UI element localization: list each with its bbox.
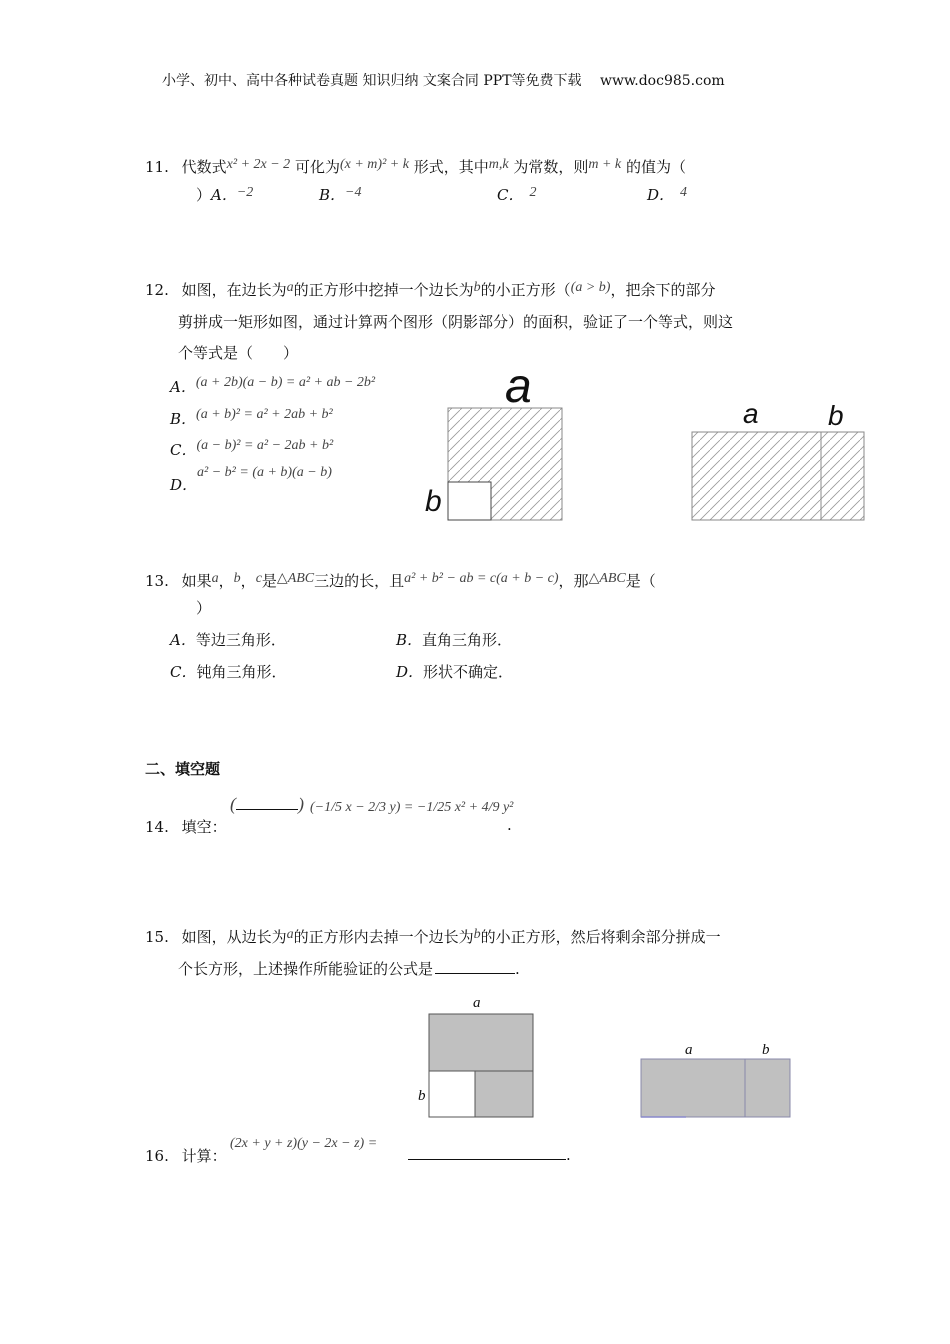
option-label: A． [170, 378, 196, 396]
math-var: a [211, 571, 219, 586]
q16-expression: (2x + y + z)(y − 2x − z) = [230, 1136, 378, 1151]
rectangle [692, 432, 864, 520]
math-expr: x² + 2x − 2 [226, 157, 291, 172]
q16-answer [408, 1145, 571, 1164]
q-text: ，那 [558, 572, 589, 590]
option-value: −2 [236, 185, 254, 200]
option-value: 等边三角形． [195, 631, 286, 649]
q-text: 的小正方形（ [480, 281, 571, 299]
option-value: 钝角三角形． [196, 663, 287, 681]
question-number: 15. [145, 928, 169, 946]
question-16 [145, 1145, 227, 1166]
option-label: C． [170, 663, 197, 681]
q13-option-b [396, 629, 512, 650]
option-label: B． [319, 186, 346, 204]
question-number: 16. [145, 1147, 169, 1165]
answer-blank[interactable] [435, 959, 515, 974]
q-text: 为常数，则 [513, 158, 589, 176]
page-header [162, 70, 725, 90]
option-label: C． [170, 441, 197, 459]
q-text: 的值为（ [625, 158, 686, 176]
q-text: 是（ [625, 572, 656, 590]
q-text: 可化为 [294, 158, 340, 176]
q12-option-d [170, 462, 332, 495]
option-label: D． [647, 186, 675, 204]
question-15-line2 [178, 958, 520, 979]
question-15-line1 [145, 926, 721, 947]
q-text: 代数式 [181, 158, 227, 176]
q-text: 三边的长，且 [314, 572, 405, 590]
question-number: 14. [145, 818, 169, 836]
option-label: A． [211, 186, 237, 204]
q-text: ，把余下的部分 [610, 281, 716, 299]
math-expr: (a > b) [570, 280, 611, 295]
option-value: 4 [680, 185, 688, 200]
q12-figure-square [420, 370, 580, 530]
q-text: 的正方形内去掉一个边长为 [293, 928, 474, 946]
q-text: 形式，其中 [413, 158, 489, 176]
fig3-label-a: a [473, 995, 481, 1011]
question-11-line1 [145, 156, 686, 177]
q-text: 的正方形中挖掉一个边长为 [293, 281, 474, 299]
fig4-label-a: a [685, 1042, 693, 1058]
q14-end: . [507, 816, 512, 834]
math-expr: △ABC [276, 571, 315, 586]
question-number: 11. [145, 158, 169, 176]
q-text: 个长方形，上述操作所能验证的公式是 [178, 960, 434, 978]
fig3-label-b: b [418, 1088, 426, 1104]
q-text: 填空： [181, 818, 227, 836]
section-title: 二、填空题 [145, 760, 221, 778]
q12-option-a [170, 372, 375, 397]
option-value: 2 [529, 185, 537, 200]
answer-blank[interactable] [236, 795, 298, 810]
math-var: a [286, 280, 294, 295]
fig1-label-a: a [505, 360, 532, 413]
q-text: 如果 [181, 572, 212, 590]
q14-blank-box[interactable]: ( ) [230, 794, 304, 814]
question-14 [145, 816, 227, 837]
q-text: 如图，从边长为 [181, 928, 287, 946]
q11-option-a [211, 184, 253, 205]
math-var: c [255, 571, 262, 586]
math-var: b [473, 280, 481, 295]
question-12-line2: 剪拼成一矩形如图，通过计算两个图形（阴影部分）的面积，验证了一个等式，则这 [178, 313, 734, 331]
option-value: (a + b)² = a² + 2ab + b² [196, 407, 333, 422]
q-text: ， [240, 572, 256, 590]
q-text: ， [218, 572, 234, 590]
q15-figure-rectangle [640, 1058, 794, 1120]
option-value: (a − b)² = a² − 2ab + b² [196, 438, 334, 453]
q12-option-b [170, 404, 333, 429]
q11-option-d [647, 184, 687, 205]
rectangle [641, 1059, 790, 1117]
option-label: C． [497, 186, 524, 204]
math-expr: m,k [488, 157, 509, 172]
fig4-label-b: b [762, 1042, 770, 1058]
q-text: . [515, 960, 520, 978]
option-value: (a + 2b)(a − b) = a² + ab − 2b² [195, 375, 376, 390]
q-text: 计算： [181, 1147, 227, 1165]
option-label: D． [396, 663, 424, 681]
small-square [429, 1071, 475, 1117]
q12-figure-rectangle [690, 430, 868, 524]
math-expr: a² + b² − ab = c(a + b − c) [404, 571, 559, 586]
math-var: b [233, 571, 241, 586]
q-text: 是 [261, 572, 277, 590]
q14-expression: (−1/5 x − 2/3 y) = −1/25 x² + 4/9 y² [310, 800, 514, 815]
option-label: A． [170, 631, 196, 649]
q-text: 的小正方形，然后将剩余部分拼成一 [480, 928, 721, 946]
fig2-label-b: b [828, 400, 844, 431]
question-13-close: ） [196, 599, 212, 617]
math-expr: △ABC [588, 571, 626, 586]
q-text: 如图，在边长为 [181, 281, 287, 299]
q15-figure-square [428, 1013, 536, 1119]
q13-option-c [170, 661, 287, 682]
math-var: b [473, 927, 481, 942]
q12-option-c [170, 435, 333, 460]
option-value: 形状不确定． [423, 663, 514, 681]
q13-option-a [170, 629, 286, 650]
fig2-label-a: a [743, 398, 759, 429]
small-square [448, 482, 491, 520]
q13-option-d [396, 661, 513, 682]
fig1-label-b: b [425, 485, 442, 518]
question-number: 13. [145, 572, 169, 590]
q11-option-b [319, 184, 361, 205]
question-number: 12. [145, 281, 169, 299]
q-text: . [566, 1146, 571, 1164]
option-value: a² − b² = (a + b)(a − b) [197, 465, 332, 480]
q11-option-c [497, 184, 536, 205]
header-left: 小学、初中、高中各种试卷真题 知识归纳 文案合同 PPT等免费下载 [162, 73, 582, 89]
question-13-line1 [145, 570, 656, 591]
header-right: www.doc985.com [599, 73, 725, 89]
question-12-line3: 个等式是（ ） [178, 344, 299, 362]
option-label: B． [170, 410, 197, 428]
math-expr: m + k [588, 157, 622, 172]
math-expr: (x + m)² + k [339, 157, 409, 172]
option-value: 直角三角形． [422, 631, 513, 649]
question-11-close: ） [196, 186, 212, 204]
question-12-line1 [145, 279, 715, 300]
option-label: B． [396, 631, 423, 649]
math-var: a [286, 927, 294, 942]
option-label: D． [170, 476, 198, 494]
option-value: −4 [345, 185, 362, 200]
answer-blank[interactable] [408, 1145, 566, 1160]
